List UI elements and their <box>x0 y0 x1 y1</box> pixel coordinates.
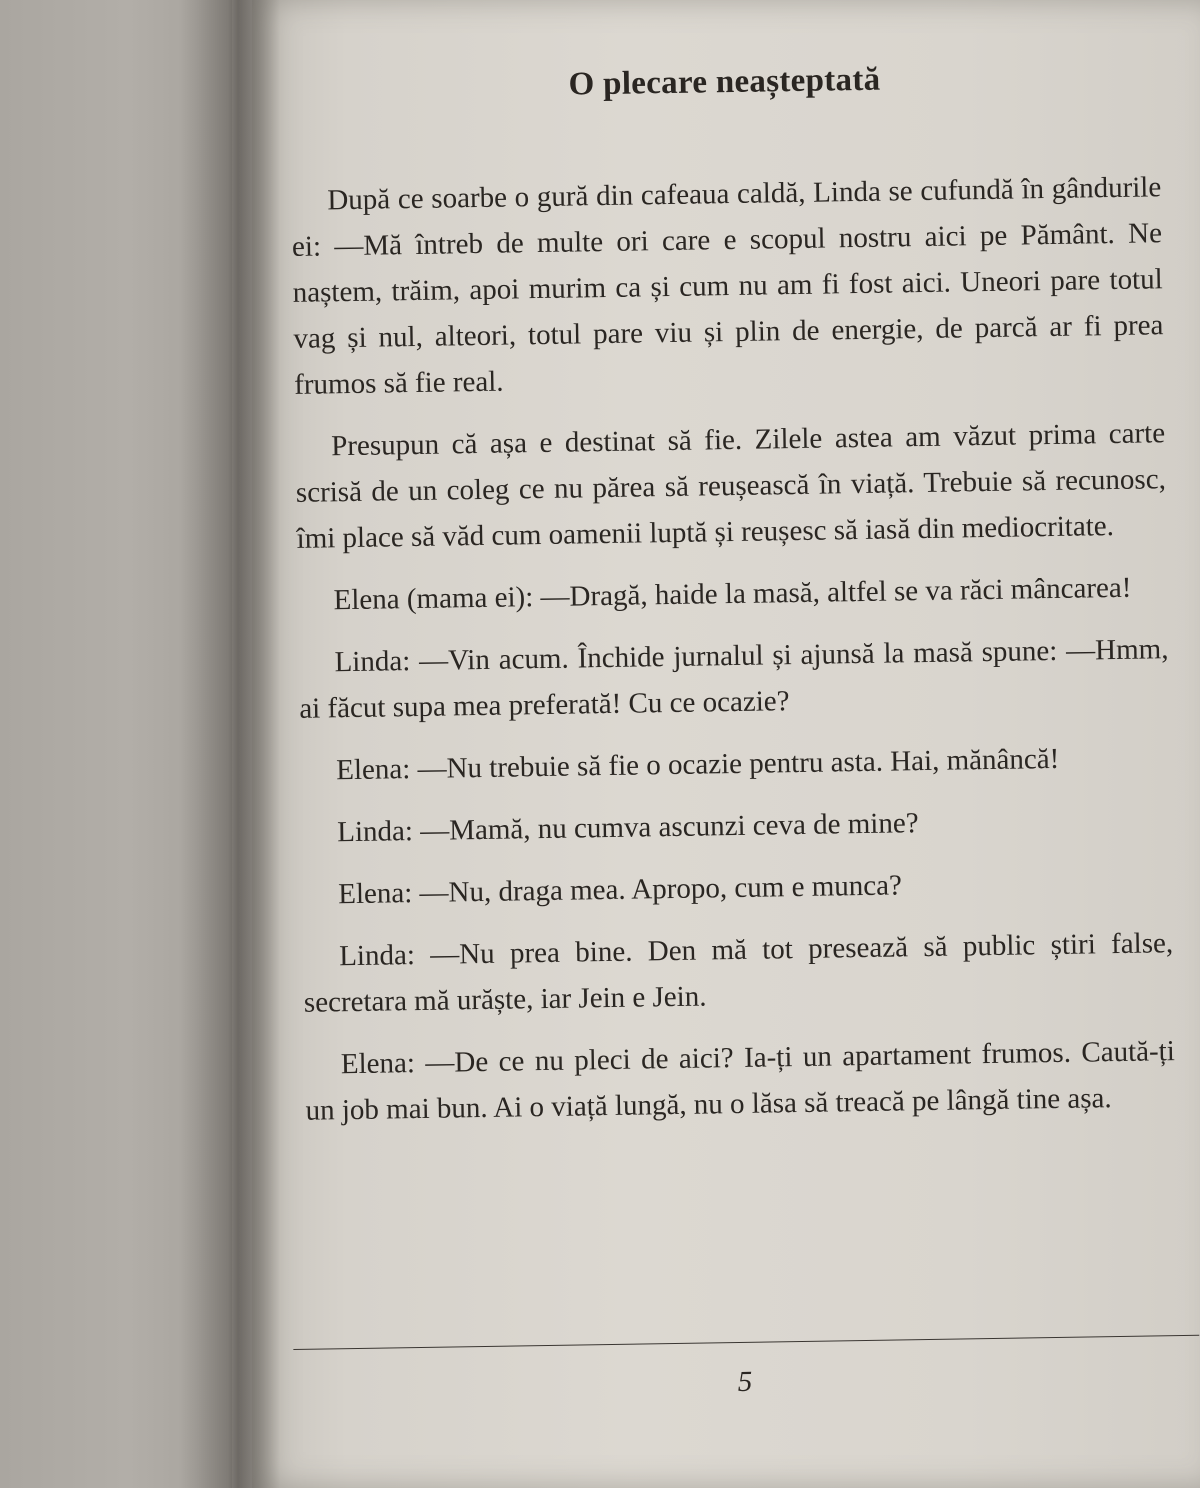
paragraph-2: Presupun că așa e destinat să fie. Zilele astea am văzut prima carte scrisă de un coleg ce nu părea să reușească în viață. Trebuie să recunosc, îmi place să văd cum oamenii luptă și reușesc să iasă din mediocritate. <box>295 417 1167 555</box>
paragraph-5: Elena: —Nu trebuie să fie o ocazie pentru asta. Hai, mănâncă! <box>336 742 1060 787</box>
page-body <box>291 164 1176 1134</box>
page-number: 5 <box>737 1365 753 1399</box>
paragraph-1: După ce soarbe o gură din cafeaua caldă, Linda se cufundă în gândurile ei: —Mă întreb de multe ori care e scopul nostru aici pe Pământ. Ne naștem, trăim, apoi murim ca și cum nu am fi fost aici. Uneori pare totul vag și nul, alteori, totul pare viu și plin de energie, de parcă ar fi prea frumos să fie real. <box>291 171 1164 401</box>
chapter-title: O plecare neașteptată <box>568 61 881 103</box>
paragraph-6: Linda: —Mamă, nu cumva ascunzi ceva de mine? <box>336 807 919 849</box>
footer-rule <box>293 1335 1199 1350</box>
paragraph-3: Elena (mama ei): —Dragă, haide la masă, altfel se va răci mâncarea! <box>333 571 1132 617</box>
book-gutter <box>180 0 280 1488</box>
paragraph-8: Linda: —Nu prea bine. Den mă tot presează să public știri false, secretara mă urăște, iar Jein e Jein. <box>303 927 1174 1019</box>
paragraph-9: Elena: —De ce nu pleci de aici? Ia-ți un apartament frumos. Caută-ți un job mai bun. Ai o viață lungă, nu o lăsa să treacă pe lângă tine așa. <box>305 1035 1176 1127</box>
page-content <box>289 33 1181 1466</box>
paragraph-4: Linda: —Vin acum. Închide jurnalul și ajunsă la masă spune: —Hmm, ai făcut supa mea preferată! Cu ce ocazie? <box>299 633 1169 725</box>
paragraph-7: Elena: —Nu, draga mea. Apropo, cum e munca? <box>337 869 903 911</box>
